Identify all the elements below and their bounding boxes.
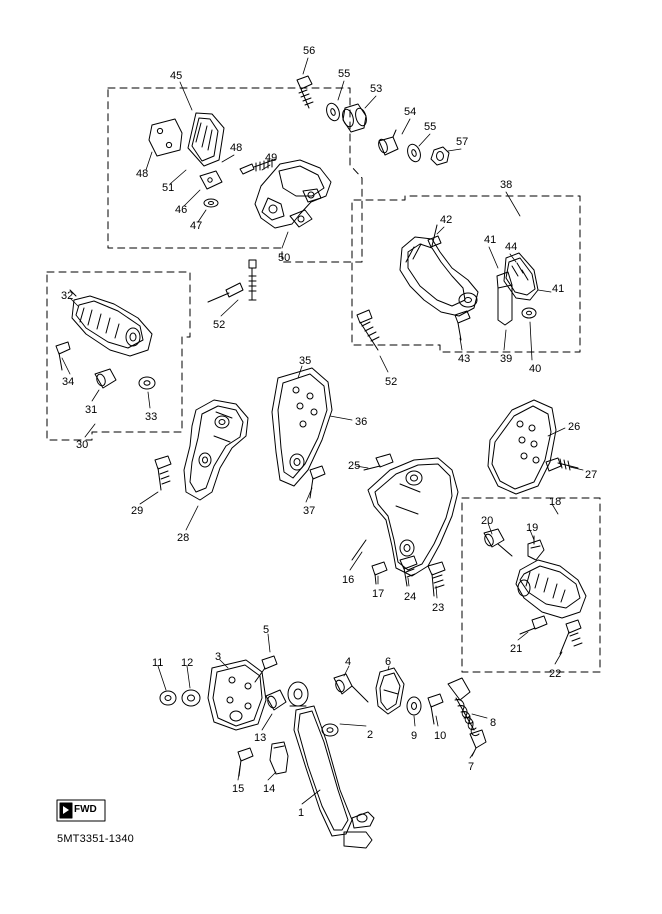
callout-label-28: 28 — [177, 532, 190, 544]
callout-label-41b: 41 — [552, 283, 565, 295]
callout-label-3: 3 — [215, 651, 222, 663]
fwd-badge-label: FWD — [74, 804, 97, 815]
callout-label-6: 6 — [385, 656, 392, 668]
group-box-38 — [352, 196, 580, 352]
callout-label-31: 31 — [85, 404, 98, 416]
callout-label-42: 42 — [440, 214, 453, 226]
callout-label-10: 10 — [434, 730, 447, 742]
callout-label-4: 4 — [345, 656, 352, 668]
callout-label-1: 1 — [298, 807, 305, 819]
callout-label-36: 36 — [355, 416, 368, 428]
callout-label-29: 29 — [131, 505, 144, 517]
callout-label-50: 50 — [278, 252, 291, 264]
callout-label-11: 11 — [152, 657, 164, 669]
callout-label-48a: 48 — [230, 142, 243, 154]
callout-label-23: 23 — [432, 602, 445, 614]
callout-label-45: 45 — [170, 70, 183, 82]
callout-label-13: 13 — [254, 732, 267, 744]
callout-label-33: 33 — [145, 411, 158, 423]
callout-label-52a: 52 — [213, 319, 226, 331]
callout-label-7: 7 — [468, 761, 475, 773]
callout-label-38: 38 — [500, 179, 513, 191]
callout-label-37: 37 — [303, 505, 316, 517]
callout-label-19: 19 — [526, 522, 539, 534]
callout-label-15: 15 — [232, 783, 245, 795]
callout-label-24: 24 — [404, 591, 417, 603]
part-shape-18-assembly — [483, 529, 586, 654]
fwd-direction-badge — [55, 797, 107, 824]
callout-label-5: 5 — [263, 624, 270, 636]
callout-label-32: 32 — [61, 290, 74, 302]
callout-label-16: 16 — [342, 574, 355, 586]
callout-label-27: 27 — [585, 469, 598, 481]
callout-label-43: 43 — [458, 353, 471, 365]
callout-label-40: 40 — [529, 363, 542, 375]
callout-label-55b: 55 — [424, 121, 437, 133]
callout-label-41a: 41 — [484, 234, 497, 246]
callout-label-53: 53 — [370, 83, 383, 95]
callout-label-22: 22 — [549, 668, 562, 680]
callout-label-30: 30 — [76, 439, 89, 451]
callout-label-56: 56 — [303, 45, 316, 57]
part-shape-30-assembly — [56, 290, 155, 389]
callout-label-57: 57 — [456, 136, 469, 148]
callout-label-9: 9 — [411, 730, 418, 742]
callout-label-46: 46 — [175, 204, 188, 216]
diagram-part-number: 5MT3351-1340 — [57, 833, 135, 845]
callout-label-51: 51 — [162, 182, 175, 194]
callout-label-25: 25 — [348, 460, 361, 472]
callout-label-17: 17 — [372, 588, 385, 600]
callout-label-54: 54 — [404, 106, 417, 118]
callout-label-8: 8 — [490, 717, 497, 729]
callout-label-21: 21 — [510, 643, 523, 655]
callout-label-39: 39 — [500, 353, 513, 365]
callout-label-2: 2 — [367, 729, 374, 741]
callout-label-12: 12 — [181, 657, 194, 669]
callout-label-52b: 52 — [385, 376, 398, 388]
callout-label-34: 34 — [62, 376, 75, 388]
callout-label-20: 20 — [481, 515, 494, 527]
callout-label-55a: 55 — [338, 68, 351, 80]
callout-label-26: 26 — [568, 421, 581, 433]
callout-label-18: 18 — [549, 496, 562, 508]
callout-label-47: 47 — [190, 220, 203, 232]
callout-label-44: 44 — [505, 241, 518, 253]
callout-label-14: 14 — [263, 783, 276, 795]
callout-label-35: 35 — [299, 355, 312, 367]
callout-label-49: 49 — [265, 152, 278, 164]
callout-label-48b: 48 — [136, 168, 149, 180]
part-shape-sidestand-assembly — [160, 656, 486, 848]
